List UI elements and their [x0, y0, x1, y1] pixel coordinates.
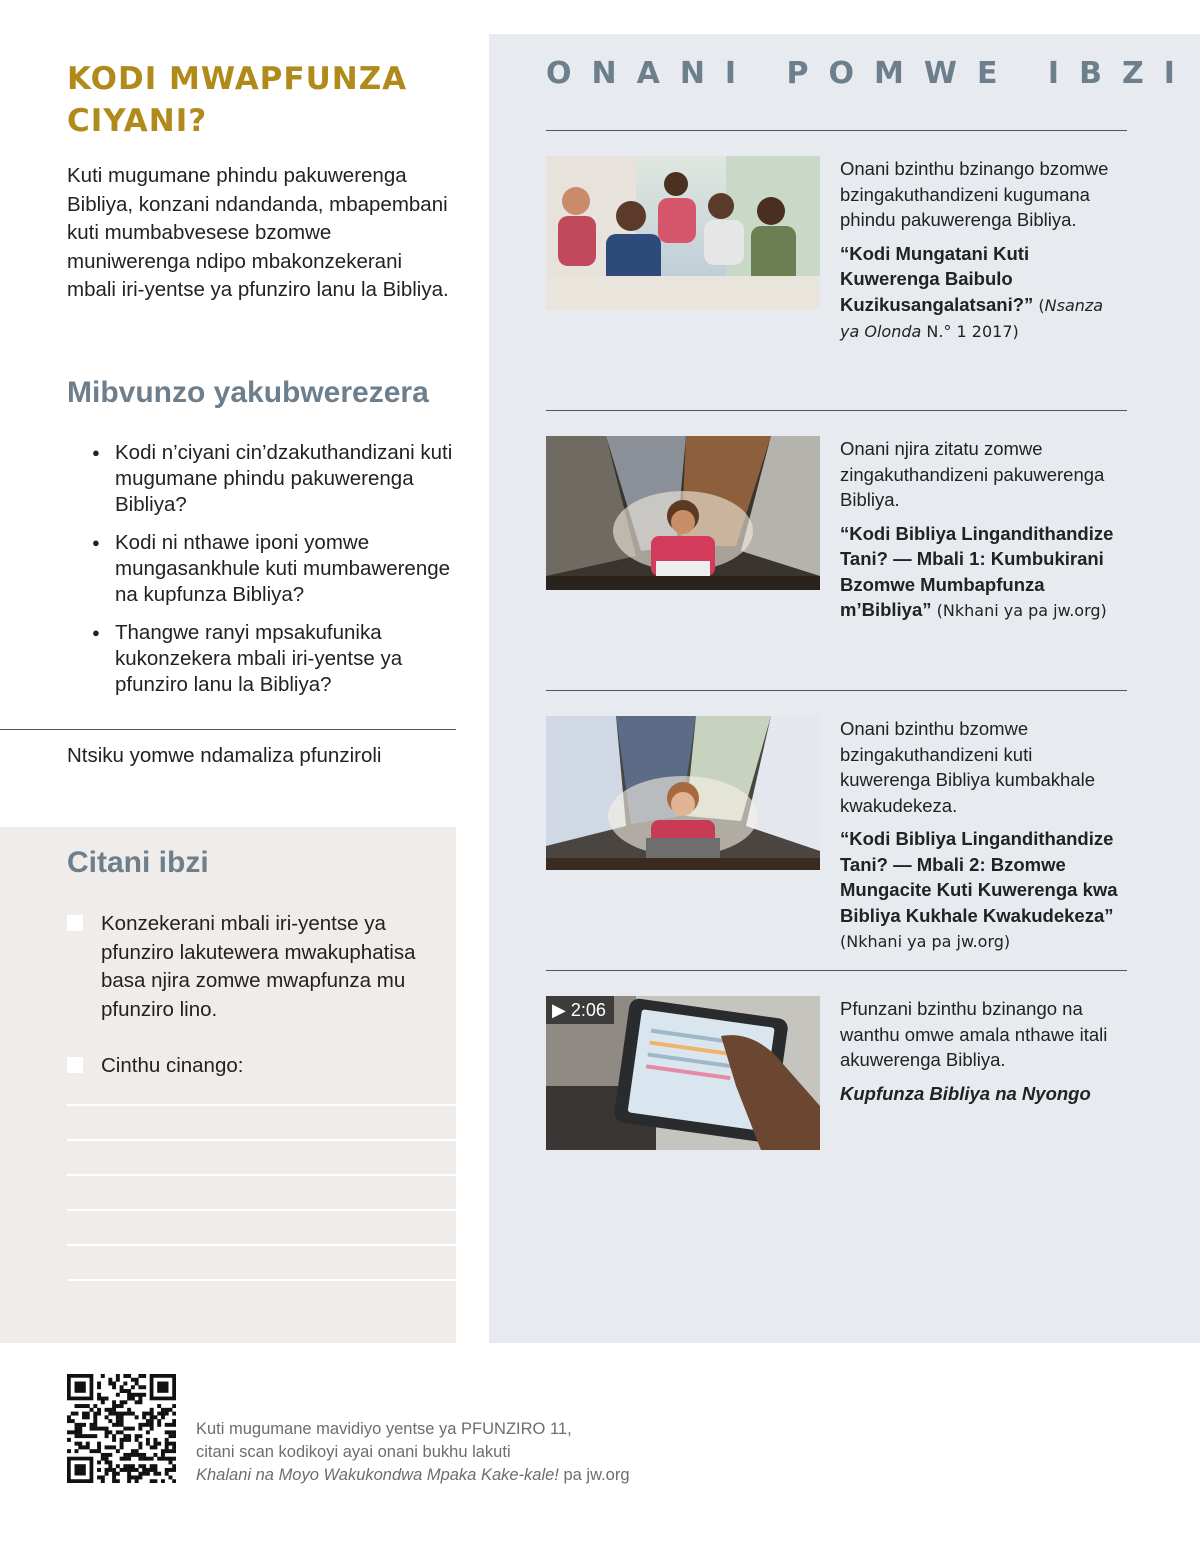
qr-code[interactable] — [67, 1374, 176, 1483]
article-link[interactable]: “Kodi Mungatani Kuti Kuwerenga Baibulo Kuzikusangalatsani?” — [840, 242, 1034, 315]
entry-description: Onani njira zitatu zomwe zingakuthandizeni pakuwerenga Bibliya. — [840, 438, 1105, 510]
bible-reading-girl-image[interactable] — [546, 716, 820, 870]
divider — [546, 130, 1127, 131]
book-title: Khalani na Moyo Wakukondwa Mpaka Kake-kale! — [196, 1466, 559, 1484]
review-questions-heading: Mibvunzo yakubwerezera — [67, 376, 429, 409]
action-heading: Citani ibzi — [67, 846, 209, 879]
lesson-summary-intro: Kuti mugumane phindu pakuwerenga Bibliya, konzani ndandanda, mbapembani kuti mumbabvesese bzomwe muniwerenga ndipo mbakonzekerani mbali iri-yentse ya pfunziro lanu la Bibliya. — [67, 164, 449, 301]
footer-note — [196, 1418, 756, 1487]
entry-description: Onani bzinthu bzinango bzomwe bzingakuthandizeni kugumana phindu pakuwerenga Bibliya. — [840, 158, 1109, 230]
divider — [546, 690, 1127, 691]
footer-line: Kuti mugumane mavidiyo yentse ya PFUNZIRO 11, — [196, 1420, 572, 1438]
bible-reading-boy-image[interactable] — [546, 436, 820, 590]
study-group-image[interactable] — [546, 156, 820, 310]
action-item — [67, 1052, 452, 1081]
entry-source: (Nkhani ya pa jw.org) — [840, 932, 1011, 951]
video-duration: 2:06 — [570, 1000, 606, 1020]
divider — [546, 970, 1127, 971]
play-icon: ▶ — [552, 1000, 566, 1020]
entry-reference — [840, 521, 1122, 624]
action-item — [67, 910, 452, 1024]
entry-reference — [840, 826, 1122, 955]
related-entry — [840, 156, 1122, 345]
article-link[interactable]: “Kodi Bibliya Lingandithandize Tani? — Mbali 2: Bzomwe Mungacite Kuti Kuwerenga kwa Bibliya Kukhale Kwakudekeza” — [840, 828, 1118, 926]
related-entry — [840, 436, 1122, 624]
entry-source: (Nkhani ya pa jw.org) — [936, 601, 1107, 620]
footer-line: Khalani na Moyo Wakukondwa Mpaka Kake-kale! pa jw.org — [196, 1466, 630, 1484]
review-question: ● Kodi n’ciyani cin’dzakuthandizani kuti mugumane phindu pakuwerenga Bibliya? — [92, 440, 457, 518]
completion-date-label: Ntsiku yomwe ndamaliza pfunziroli — [67, 744, 382, 767]
related-reading-title: ONANI POMWE IBZI — [546, 56, 1195, 91]
entry-reference — [840, 241, 1122, 345]
lesson-summary-title: KODI MWAPFUNZA CIYANI? — [67, 61, 408, 139]
action-list — [67, 910, 452, 1109]
related-entry — [840, 716, 1122, 955]
article-link[interactable]: “Kodi Bibliya Lingandithandize Tani? — Mbali 1: Kumbukirani Bzomwe Mumbapfunza m’Bibliya” — [840, 522, 1114, 620]
video-duration-badge — [546, 996, 614, 1024]
action-item-text: Konzekerani mbali iri-yentse ya pfunziro lakutewera mwakuphatisa basa njira zomwe mwapfunza mu pfunziro lino. — [101, 912, 416, 1021]
action-checkbox[interactable] — [67, 1057, 83, 1073]
review-questions-list — [92, 440, 457, 710]
entry-description: Pfunzani bzinthu bzinango na wanthu omwe amala nthawe itali akuwerenga Bibliya. — [840, 998, 1108, 1070]
divider — [0, 729, 456, 730]
related-entry — [840, 996, 1122, 1106]
review-question: ● Kodi ni nthawe iponi yomwe mungasankhule kuti mumbawerenge na kupfunza Bibliya? — [92, 530, 457, 608]
footer-line: citani scan kodikoyi ayai onani bukhu lakuti — [196, 1443, 511, 1461]
action-item-text: Cinthu cinango: — [101, 1054, 244, 1077]
video-thumbnail[interactable] — [546, 996, 820, 1150]
writing-lines[interactable] — [67, 1104, 456, 1314]
divider — [546, 410, 1127, 411]
review-question: ● Thangwe ranyi mpsakufunika kukonzekera mbali iri-yentse ya pfunziro lanu la Bibliya? — [92, 620, 457, 698]
video-title-link[interactable]: Kupfunza Bibliya na Nyongo — [840, 1082, 1091, 1104]
entry-description: Onani bzinthu bzomwe bzingakuthandizeni kuti kuwerenga Bibliya kumbakhale kwakudekeza. — [840, 718, 1096, 816]
entry-source: (Nsanza ya Olonda N.° 1 2017) — [840, 295, 1104, 341]
action-checkbox[interactable] — [67, 915, 83, 931]
